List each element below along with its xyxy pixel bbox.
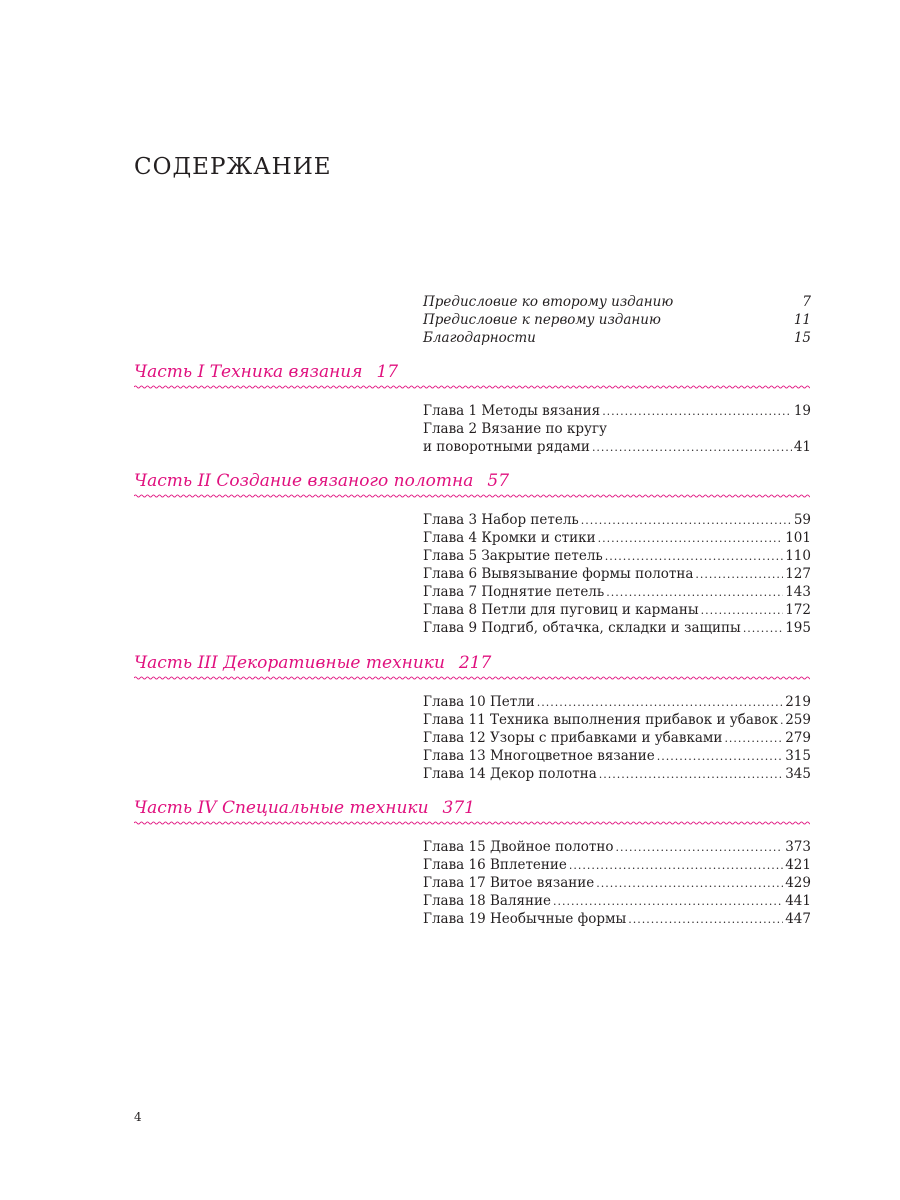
part-page: 371 (442, 798, 475, 818)
chapter-item[interactable] (423, 511, 811, 529)
chapter-page: 143 (785, 584, 811, 600)
part-3-heading[interactable] (134, 651, 810, 675)
chapter-label: Глава 7 Поднятие петель (423, 584, 605, 600)
leader-dots (596, 875, 783, 893)
part-page: 217 (458, 653, 492, 673)
leader-dots (569, 857, 783, 875)
leader-dots (701, 602, 784, 620)
leader-dots (592, 439, 792, 457)
chapter-item[interactable] (423, 402, 811, 420)
chapter-page: 41 (793, 439, 811, 455)
chapter-item[interactable] (423, 729, 811, 747)
chapter-label: Глава 6 Вывязывание формы полотна (423, 566, 694, 582)
chapter-label: Глава 1 Методы вязания (423, 403, 601, 419)
chapter-item[interactable] (423, 420, 811, 438)
chapter-item[interactable] (423, 583, 811, 601)
chapter-page: 259 (785, 712, 811, 728)
chapter-page: 441 (785, 893, 811, 909)
part-title: Часть IV Специальные техники (134, 798, 429, 818)
wavy-divider (134, 820, 810, 826)
front-matter-page: 11 (793, 312, 811, 328)
chapter-page: 101 (785, 530, 811, 546)
leader-dots (598, 530, 784, 548)
front-matter-page: 7 (802, 294, 811, 310)
chapter-page: 429 (785, 875, 811, 891)
chapter-label: Глава 18 Валяние (423, 893, 552, 909)
part-4-heading[interactable] (134, 796, 810, 820)
leader-dots (553, 893, 783, 911)
chapter-item[interactable] (423, 529, 811, 547)
part-2-heading[interactable] (134, 469, 810, 493)
chapter-item[interactable] (423, 765, 811, 783)
chapter-page: 421 (785, 857, 811, 873)
leader-dots (616, 839, 784, 857)
chapter-item[interactable] (423, 619, 811, 637)
chapter-page: 59 (793, 512, 811, 528)
chapter-label: Глава 10 Петли (423, 694, 535, 710)
leader-dots (605, 548, 783, 566)
page-number: 4 (134, 1110, 142, 1124)
part-title: Часть II Создание вязаного полотна (134, 471, 474, 491)
chapter-label: Глава 9 Подгиб, обтачка, складки и защипы (423, 620, 741, 636)
chapter-label: Глава 12 Узоры с прибавками и убавками (423, 730, 723, 746)
chapter-label: Глава 11 Техника выполнения прибавок и убавок (423, 712, 779, 728)
leader-dots (743, 620, 783, 638)
chapter-item[interactable] (423, 601, 811, 619)
chapter-item[interactable] (423, 711, 811, 729)
chapter-label: Глава 5 Закрытие петель (423, 548, 603, 564)
chapter-page: 447 (785, 911, 811, 927)
wavy-divider (134, 493, 810, 499)
chapter-page: 315 (785, 748, 811, 764)
chapter-item[interactable] (423, 874, 811, 892)
chapter-item[interactable] (423, 565, 811, 583)
chapter-label: Глава 13 Многоцветное вязание (423, 748, 655, 764)
leader-dots (581, 512, 792, 530)
part-title: Часть III Декоративные техники (134, 653, 445, 673)
part-title: Часть I Техника вязания (134, 362, 363, 382)
leader-dots (695, 566, 783, 584)
leader-dots (724, 730, 783, 748)
front-matter-list (423, 293, 811, 347)
page-title: СОДЕРЖАНИЕ (134, 154, 332, 180)
chapter-page: 172 (785, 602, 811, 618)
chapter-label: Глава 17 Витое вязание (423, 875, 595, 891)
chapter-page: 219 (785, 694, 811, 710)
chapter-label: Глава 16 Вплетение (423, 857, 567, 873)
wavy-divider (134, 675, 810, 681)
chapter-page: 279 (785, 730, 811, 746)
part-4-section (134, 796, 811, 927)
chapter-label: Глава 14 Декор полотна (423, 766, 597, 782)
front-matter-label: Предисловие к первому изданию (423, 312, 661, 328)
chapter-label: Глава 15 Двойное полотно (423, 839, 614, 855)
part-1-section (134, 360, 811, 455)
chapter-page: 195 (785, 620, 811, 636)
chapter-item[interactable] (423, 838, 811, 856)
chapter-page: 110 (785, 548, 811, 564)
chapter-item[interactable] (423, 856, 811, 874)
front-matter-label: Предисловие ко второму изданию (423, 294, 674, 310)
part-page: 57 (487, 471, 510, 491)
chapter-label: Глава 4 Кромки и стики (423, 530, 596, 546)
leader-dots (628, 911, 783, 929)
leader-dots (602, 403, 792, 421)
chapter-item[interactable] (423, 747, 811, 765)
front-matter-label: Благодарности (423, 330, 536, 346)
leader-dots (537, 694, 783, 712)
chapter-item[interactable] (423, 910, 811, 928)
leader-dots (780, 712, 783, 730)
chapter-label: Глава 8 Петли для пуговиц и карманы (423, 602, 699, 618)
chapter-item[interactable] (423, 438, 811, 456)
front-matter-item[interactable] (423, 311, 811, 329)
front-matter-item[interactable] (423, 329, 811, 347)
part-2-section (134, 469, 811, 636)
chapter-page: 127 (785, 566, 811, 582)
chapter-label: и поворотными рядами (423, 439, 590, 455)
chapter-page: 345 (785, 766, 811, 782)
part-page: 17 (376, 362, 399, 382)
front-matter-page: 15 (793, 330, 811, 346)
chapter-item[interactable] (423, 892, 811, 910)
chapter-label: Глава 3 Набор петель (423, 512, 579, 528)
leader-dots (599, 766, 783, 784)
leader-dots (657, 748, 783, 766)
chapter-label: Глава 19 Необычные формы (423, 911, 627, 927)
leader-dots (606, 584, 783, 602)
part-3-section (134, 651, 811, 782)
chapter-item[interactable] (423, 547, 811, 565)
wavy-divider (134, 384, 810, 390)
part-1-heading[interactable] (134, 360, 810, 384)
chapter-item[interactable] (423, 693, 811, 711)
front-matter-item[interactable] (423, 293, 811, 311)
chapter-page: 373 (785, 839, 811, 855)
chapter-label: Глава 2 Вязание по кругу (423, 421, 607, 437)
chapter-page: 19 (793, 403, 811, 419)
